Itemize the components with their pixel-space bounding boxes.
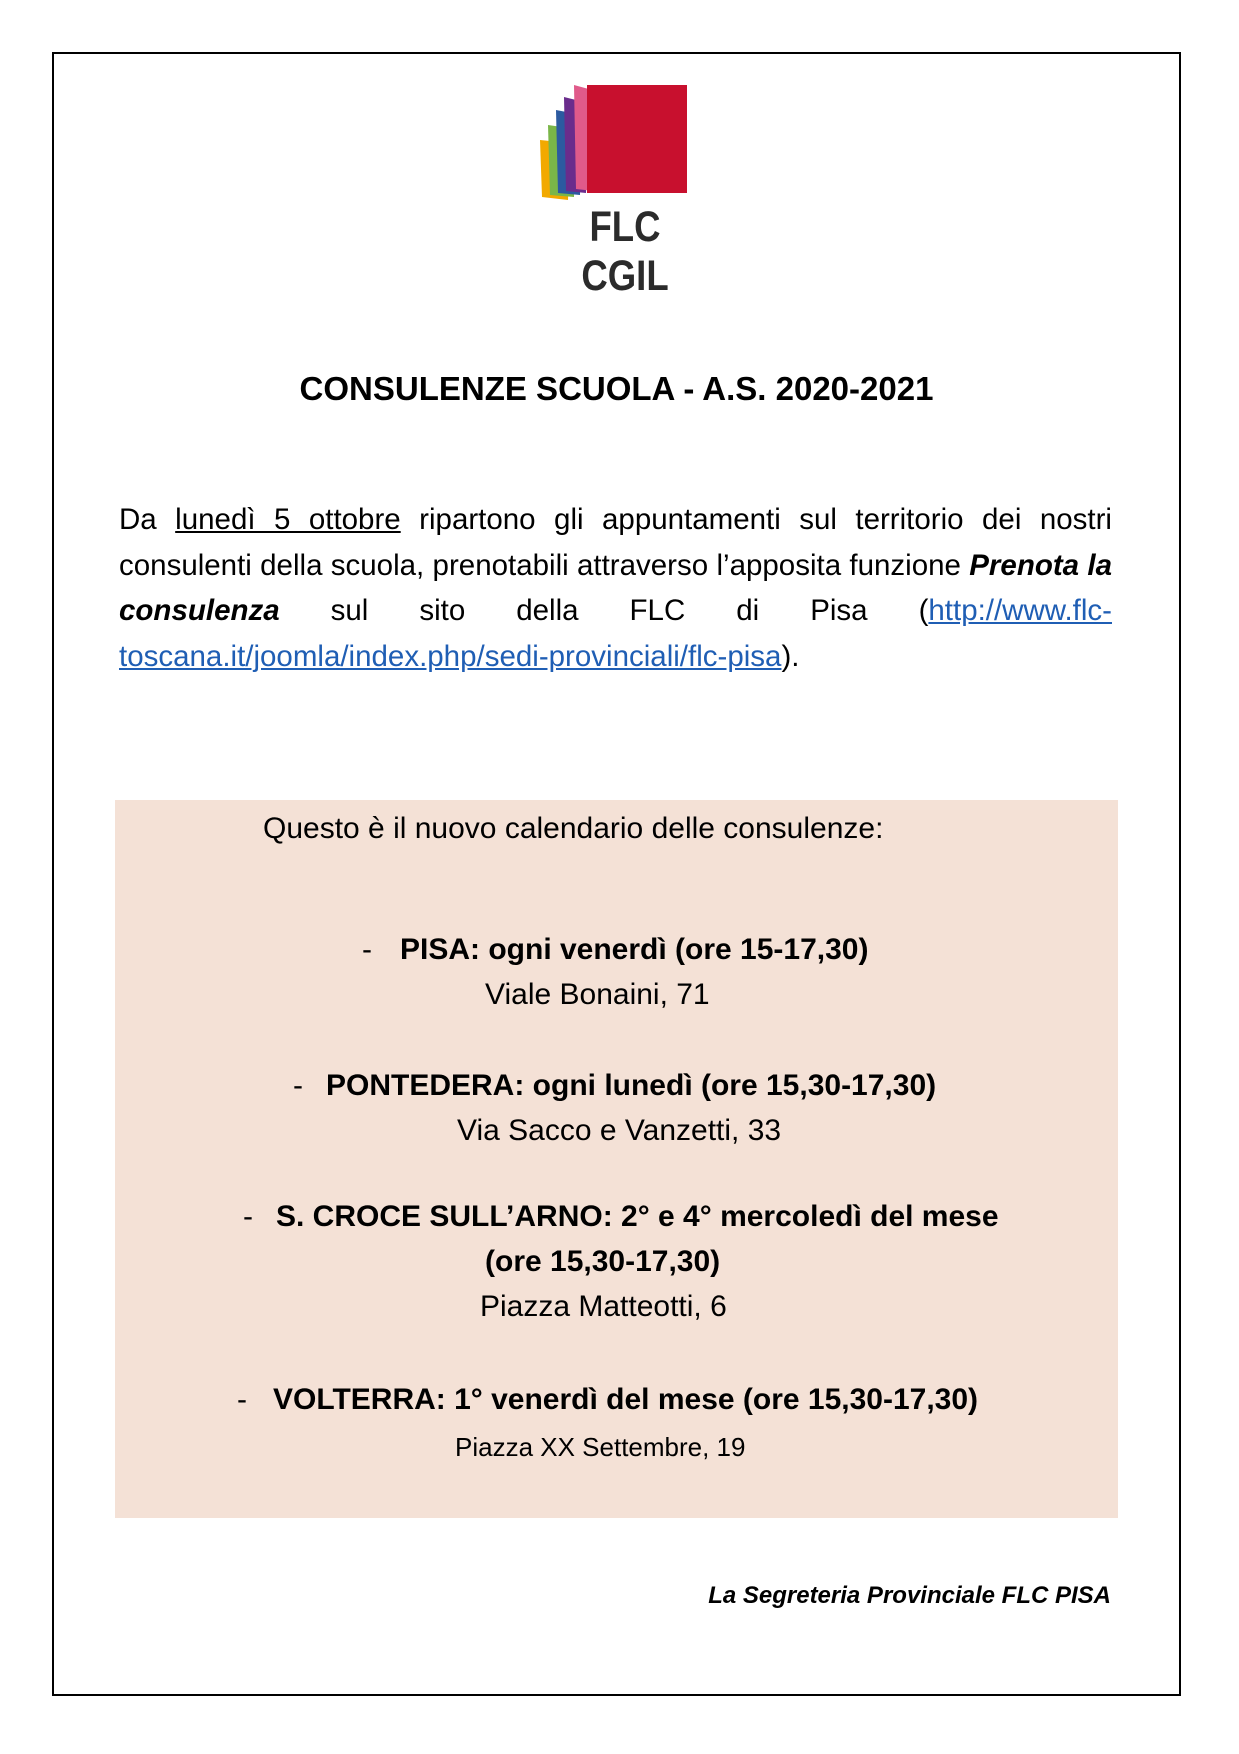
flc-cgil-logo [540,85,710,300]
intro-text-4: ). [781,639,800,673]
signature: La Segreteria Provinciale FLC PISA [708,1582,1111,1609]
logo-flag-icon [540,85,710,200]
logo-text: FLC CGIL [581,203,669,300]
entry-pisa-schedule: PISA: ogni venerdì (ore 15-17,30) [400,933,869,966]
intro-text-1: Da [119,503,176,536]
list-dash: - [243,1200,253,1233]
entry-scroce-schedule: S. CROCE SULL’ARNO: 2° e 4° mercoledì del mese [276,1200,999,1233]
calendar-heading: Questo è il nuovo calendario delle consulenze: [263,812,884,845]
intro-text-2: ripartono gli appuntamenti sul territorio dei nostri consulenti della scuola, prenotabili attraverso l’apposita funzione [119,503,1112,582]
entry-scroce-address: Piazza Matteotti, 6 [480,1290,727,1323]
list-dash: - [237,1383,247,1416]
entry-pisa-address: Viale Bonaini, 71 [485,978,710,1011]
intro-function-name: Prenota la consulenza [119,548,1112,627]
flc-pisa-link[interactable]: http://www.flc-toscana.it/joomla/index.php/sedi-provinciali/flc-pisa [119,594,1112,673]
calendar-box [115,800,1118,1518]
list-dash: - [293,1069,303,1102]
entry-pontedera-address: Via Sacco e Vanzetti, 33 [457,1114,782,1147]
entry-pontedera-schedule: PONTEDERA: ogni lunedì (ore 15,30-17,30) [326,1069,937,1102]
document-title: CONSULENZE SCUOLA - A.S. 2020-2021 [299,370,934,407]
intro-paragraph [119,497,1112,679]
entry-volterra-address: Piazza XX Settembre, 19 [455,1432,746,1462]
intro-date: lunedì 5 ottobre [175,503,401,536]
intro-text-3: sul sito della FLC di Pisa ( [279,594,929,627]
entry-scroce-hours: (ore 15,30-17,30) [485,1245,721,1278]
list-dash: - [362,933,372,966]
entry-volterra-schedule: VOLTERRA: 1° venerdì del mese (ore 15,30-17,30) [273,1383,979,1416]
